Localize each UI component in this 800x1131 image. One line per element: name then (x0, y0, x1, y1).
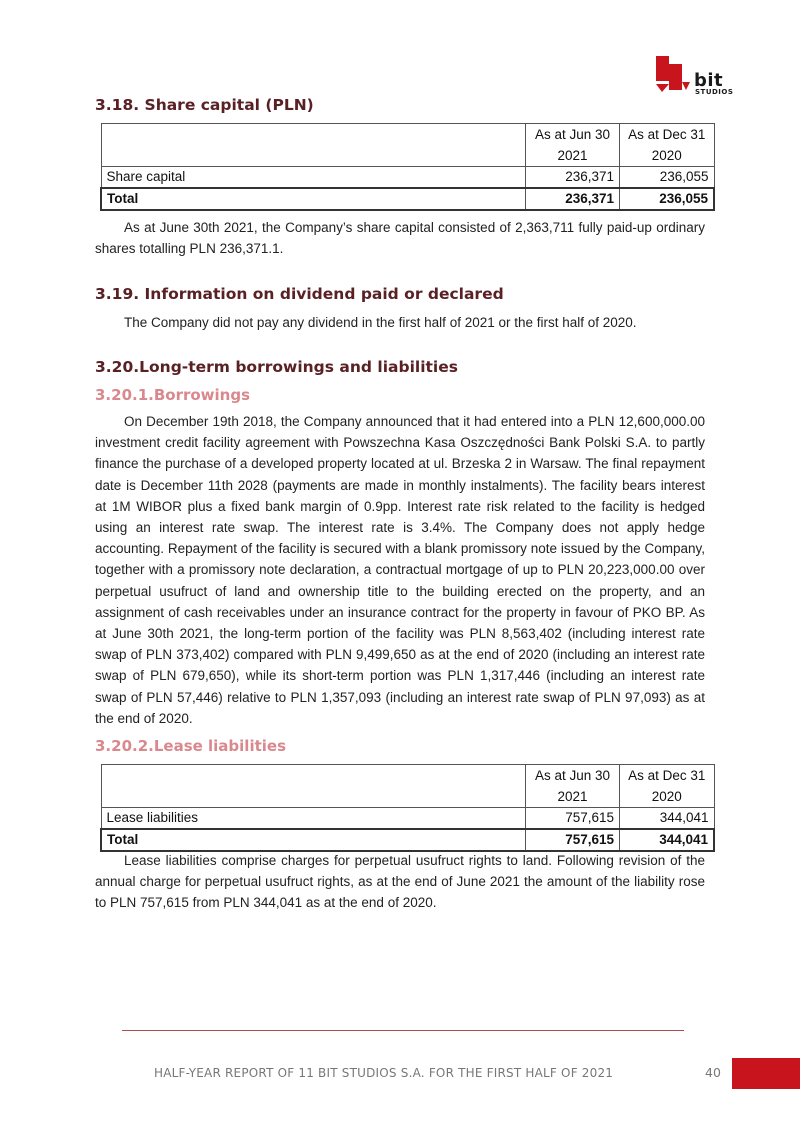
lease-liabilities-table (100, 764, 715, 852)
row-value-jun: 236,371 (526, 167, 620, 189)
share-capital-paragraph: As at June 30th 2021, the Company’s share capital consisted of 2,363,711 fully paid-up ordinary shares totalling PLN 236,371.1. (95, 220, 705, 257)
total-value-dec: 236,055 (620, 188, 715, 210)
logo-subtitle: STUDIOS (695, 88, 734, 96)
header-blank-cell (101, 765, 526, 808)
total-value-jun: 757,615 (526, 829, 620, 851)
dividend-paragraph: The Company did not pay any dividend in the first half of 2021 or the first half of 2020. (124, 315, 637, 330)
row-value-dec: 344,041 (620, 808, 715, 830)
table-total-row (101, 829, 714, 851)
footer-report-title: HALF-YEAR REPORT OF 11 BIT STUDIOS S.A. FOR THE FIRST HALF OF 2021 (154, 1066, 614, 1080)
row-value-dec: 236,055 (620, 167, 715, 189)
table-header-row (101, 124, 714, 167)
total-value-jun: 236,371 (526, 188, 620, 210)
footer-divider (122, 1030, 684, 1031)
footer-accent-block (732, 1058, 800, 1089)
header-blank-cell (101, 124, 526, 167)
row-value-jun: 757,615 (526, 808, 620, 830)
table-header-row (101, 765, 714, 808)
section-heading-share-capital: 3.18. Share capital (PLN) (95, 96, 314, 114)
section-heading-dividend: 3.19. Information on dividend paid or declared (95, 285, 504, 303)
total-value-dec: 344,041 (620, 829, 715, 851)
page-number: 40 (705, 1065, 721, 1080)
subsection-heading-borrowings: 3.20.1.Borrowings (95, 386, 251, 404)
table-row (101, 167, 714, 189)
table-total-row (101, 188, 714, 210)
logo-wordmark: bit (694, 70, 724, 91)
total-label: Total (101, 829, 526, 851)
row-label: Lease liabilities (101, 808, 526, 830)
borrowings-paragraph: On December 19th 2018, the Company announced that it had entered into a PLN 12,600,000.00 investment credit facility agreement with Powszechna Kasa Oszczędności Bank Polski S.A. to partly finance the purchase of a developed property located at ul. Brzeska 2 in Warsaw. The final repayment date is December 11th 2028 (payments are made in monthly instalments). The facility bears interest at 1M WIBOR plus a fixed bank margin of 0.9pp. Interest rate risk related to the facility is hedged using an interest rate swap. The interest rate is 3.4%. The Company does not apply hedge accounting. Repayment of the facility is secured with a blank promissory note issued by the Company, together with a promissory note declaration, a contractual mortgage of up to PLN 20,223,000.00 over perpetual usufruct of land and ownership title to the building erected on the property, and an assignment of cash receivables under an insurance contract for the property in favour of PKO BP. As at June 30th 2021, the long-term portion of the facility was PLN 8,563,402 (including interest rate swap of PLN 373,402) compared with PLN 9,499,650 as at the end of 2020 (including an interest rate swap of PLN 679,650), while its short-term portion was PLN 1,317,446 (including an interest rate swap of PLN 57,446) relative to PLN 1,357,093 (including an interest rate swap of PLN 97,093) as at the end of 2020. (95, 414, 705, 726)
row-label: Share capital (101, 167, 526, 189)
section-heading-borrowings-liabilities: 3.20.Long-term borrowings and liabilities (95, 358, 458, 376)
column-header-dec: As at Dec 31 2020 (620, 765, 715, 808)
lease-paragraph: Lease liabilities comprise charges for perpetual usufruct rights to land. Following revision of the annual charge for perpetual usufruct rights, as at the end of June 2021 the amount of the liability rose to PLN 757,615 from PLN 344,041 as at the end of 2020. (95, 853, 705, 911)
table-row (101, 808, 714, 830)
column-header-jun: As at Jun 30 2021 (526, 765, 620, 808)
share-capital-table (100, 123, 715, 211)
total-label: Total (101, 188, 526, 210)
column-header-dec: As at Dec 31 2020 (620, 124, 715, 167)
subsection-heading-lease: 3.20.2.Lease liabilities (95, 737, 287, 755)
column-header-jun: As at Jun 30 2021 (526, 124, 620, 167)
